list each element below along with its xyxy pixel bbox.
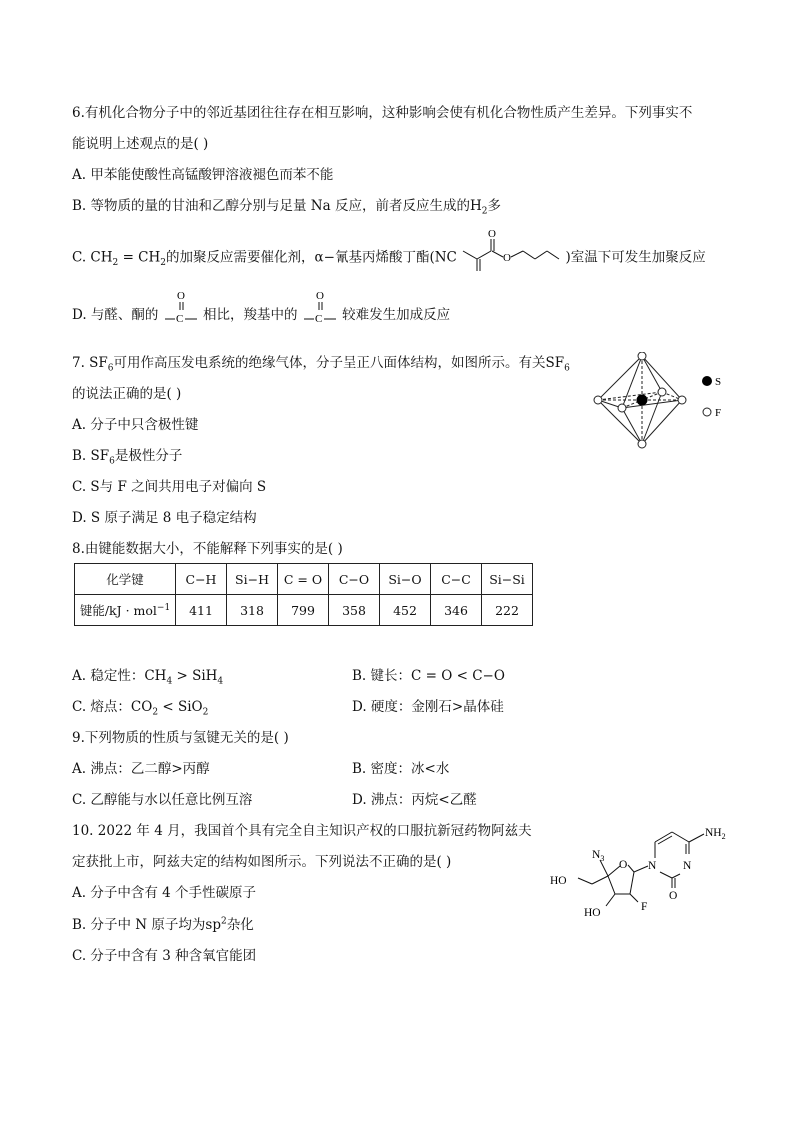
q8-option-d: D. 硬度：金刚石>晶体硅	[352, 699, 504, 715]
q7-option-c: C. S与 F 之间共用电子对偏向 S	[72, 479, 267, 495]
q8-option-c: C. 熔点：$CO_2 < SiO_2$	[72, 699, 209, 718]
svg-text:HO: HO	[584, 907, 601, 919]
svg-text:O: O	[315, 289, 324, 302]
table-cell: 318	[227, 595, 278, 626]
q9-option-d: D. 沸点：丙烷<乙醛	[352, 792, 477, 808]
table-cell: 222	[482, 595, 533, 626]
table-cell: 799	[278, 595, 329, 626]
q7-option-d: D. S 原子满足 8 电子稳定结构	[72, 510, 257, 526]
bond-energy-table	[74, 563, 533, 626]
q6-option-c: C. $CH_2 = CH_2$的加聚反应需要催化剂，α−氰基丙烯酸丁酯(NC O O )室温下可发生加聚反应	[72, 243, 706, 273]
q9-option-c: C. 乙醇能与水以任意比例互溶	[72, 792, 253, 808]
table-header-cell: C−H	[176, 564, 227, 595]
table-cell: 452	[380, 595, 431, 626]
table-header-cell: Si−Si	[482, 564, 533, 595]
legend-f: F	[715, 407, 722, 419]
svg-text:O: O	[503, 252, 512, 264]
svg-text:N: N	[683, 860, 692, 872]
svg-text:O: O	[176, 289, 185, 302]
q7-option-b: B. $SF_6$是极性分子	[72, 448, 183, 467]
table-header-row	[75, 564, 533, 595]
svg-text:HO: HO	[550, 875, 567, 887]
svg-text:F: F	[641, 901, 648, 913]
svg-text:C: C	[175, 312, 184, 325]
q7-stem-line2: 的说法正确的是( )	[72, 386, 182, 402]
q6-stem-line1: 6.有机化合物分子中的邻近基团往往存在相互影响，这种影响会使有机化合物性质产生差异。下列事实不	[72, 105, 693, 121]
azvudine-structure-figure	[540, 818, 730, 930]
table-row	[75, 595, 533, 626]
table-header-cell: 化学键	[75, 564, 176, 595]
table-cell: 411	[176, 595, 227, 626]
sf6-octahedron-figure	[590, 352, 730, 452]
svg-text:C: C	[314, 312, 323, 325]
table-row-label: 键能/kJ · mol$^{-1}$	[75, 595, 176, 626]
q10-option-c: C. 分子中含有 3 种含氧官能团	[72, 948, 257, 964]
table-cell: 346	[431, 595, 482, 626]
q6-option-b: B. 等物质的量的甘油和乙醇分别与足量 Na 反应，前者反应生成的$H_2$多	[72, 198, 501, 217]
q9-stem: 9.下列物质的性质与氢键无关的是( )	[72, 730, 289, 746]
q8-option-a: A. 稳定性：$CH_4 > SiH_4$	[72, 668, 224, 687]
svg-text:O: O	[619, 859, 628, 871]
table-cell: 358	[329, 595, 380, 626]
q6-option-a: A. 甲苯能使酸性高锰酸钾溶液褪色而苯不能	[72, 167, 334, 183]
q6-option-d: D. 与醛、酮的 O C 相比，羧基中的 O C 较难发生加成反应	[72, 289, 451, 325]
q10-option-a: A. 分子中含有 4 个手性碳原子	[72, 885, 257, 901]
svg-text:N: N	[648, 860, 657, 872]
legend-s: S	[715, 376, 722, 388]
q7-option-a: A. 分子中只含极性键	[72, 417, 199, 433]
svg-text:NH2: $NH_2$	[705, 827, 726, 841]
table-header-cell: Si−H	[227, 564, 278, 595]
svg-text:N3: $N_3$	[592, 849, 605, 863]
carbonyl-group-2	[302, 290, 338, 326]
q8-stem: 8.由键能数据大小，不能解释下列事实的是( )	[72, 541, 343, 557]
q9-option-b: B. 密度：冰<水	[352, 761, 450, 777]
q8-option-b: B. 键长：C = O < C−O	[352, 668, 505, 684]
table-header-cell: Si−O	[380, 564, 431, 595]
svg-text:O: O	[488, 229, 497, 240]
q10-stem-line1: 10. 2022 年 4 月，我国首个具有完全自主知识产权的口服抗新冠药物阿兹夫	[72, 823, 532, 839]
butyl-cyanoacrylate-structure	[461, 229, 561, 273]
table-header-cell: C−C	[431, 564, 482, 595]
svg-text:O: O	[669, 890, 678, 902]
table-header-cell: C−O	[329, 564, 380, 595]
table-header-cell: C = O	[278, 564, 329, 595]
q9-option-a: A. 沸点：乙二醇>丙醇	[72, 761, 210, 777]
q6-stem-line2: 能说明上述观点的是( )	[72, 136, 209, 152]
q7-stem-line1: 7. $SF_6$可用作高压发电系统的绝缘气体，分子呈正八面体结构，如图所示。有关$SF_6$	[72, 355, 570, 374]
carbonyl-group-1	[163, 290, 199, 326]
q10-option-b: B. 分子中 N 原子均为$sp^2$杂化	[72, 916, 254, 933]
q10-stem-line2: 定获批上市，阿兹夫定的结构如图所示。下列说法不正确的是( )	[72, 854, 452, 870]
